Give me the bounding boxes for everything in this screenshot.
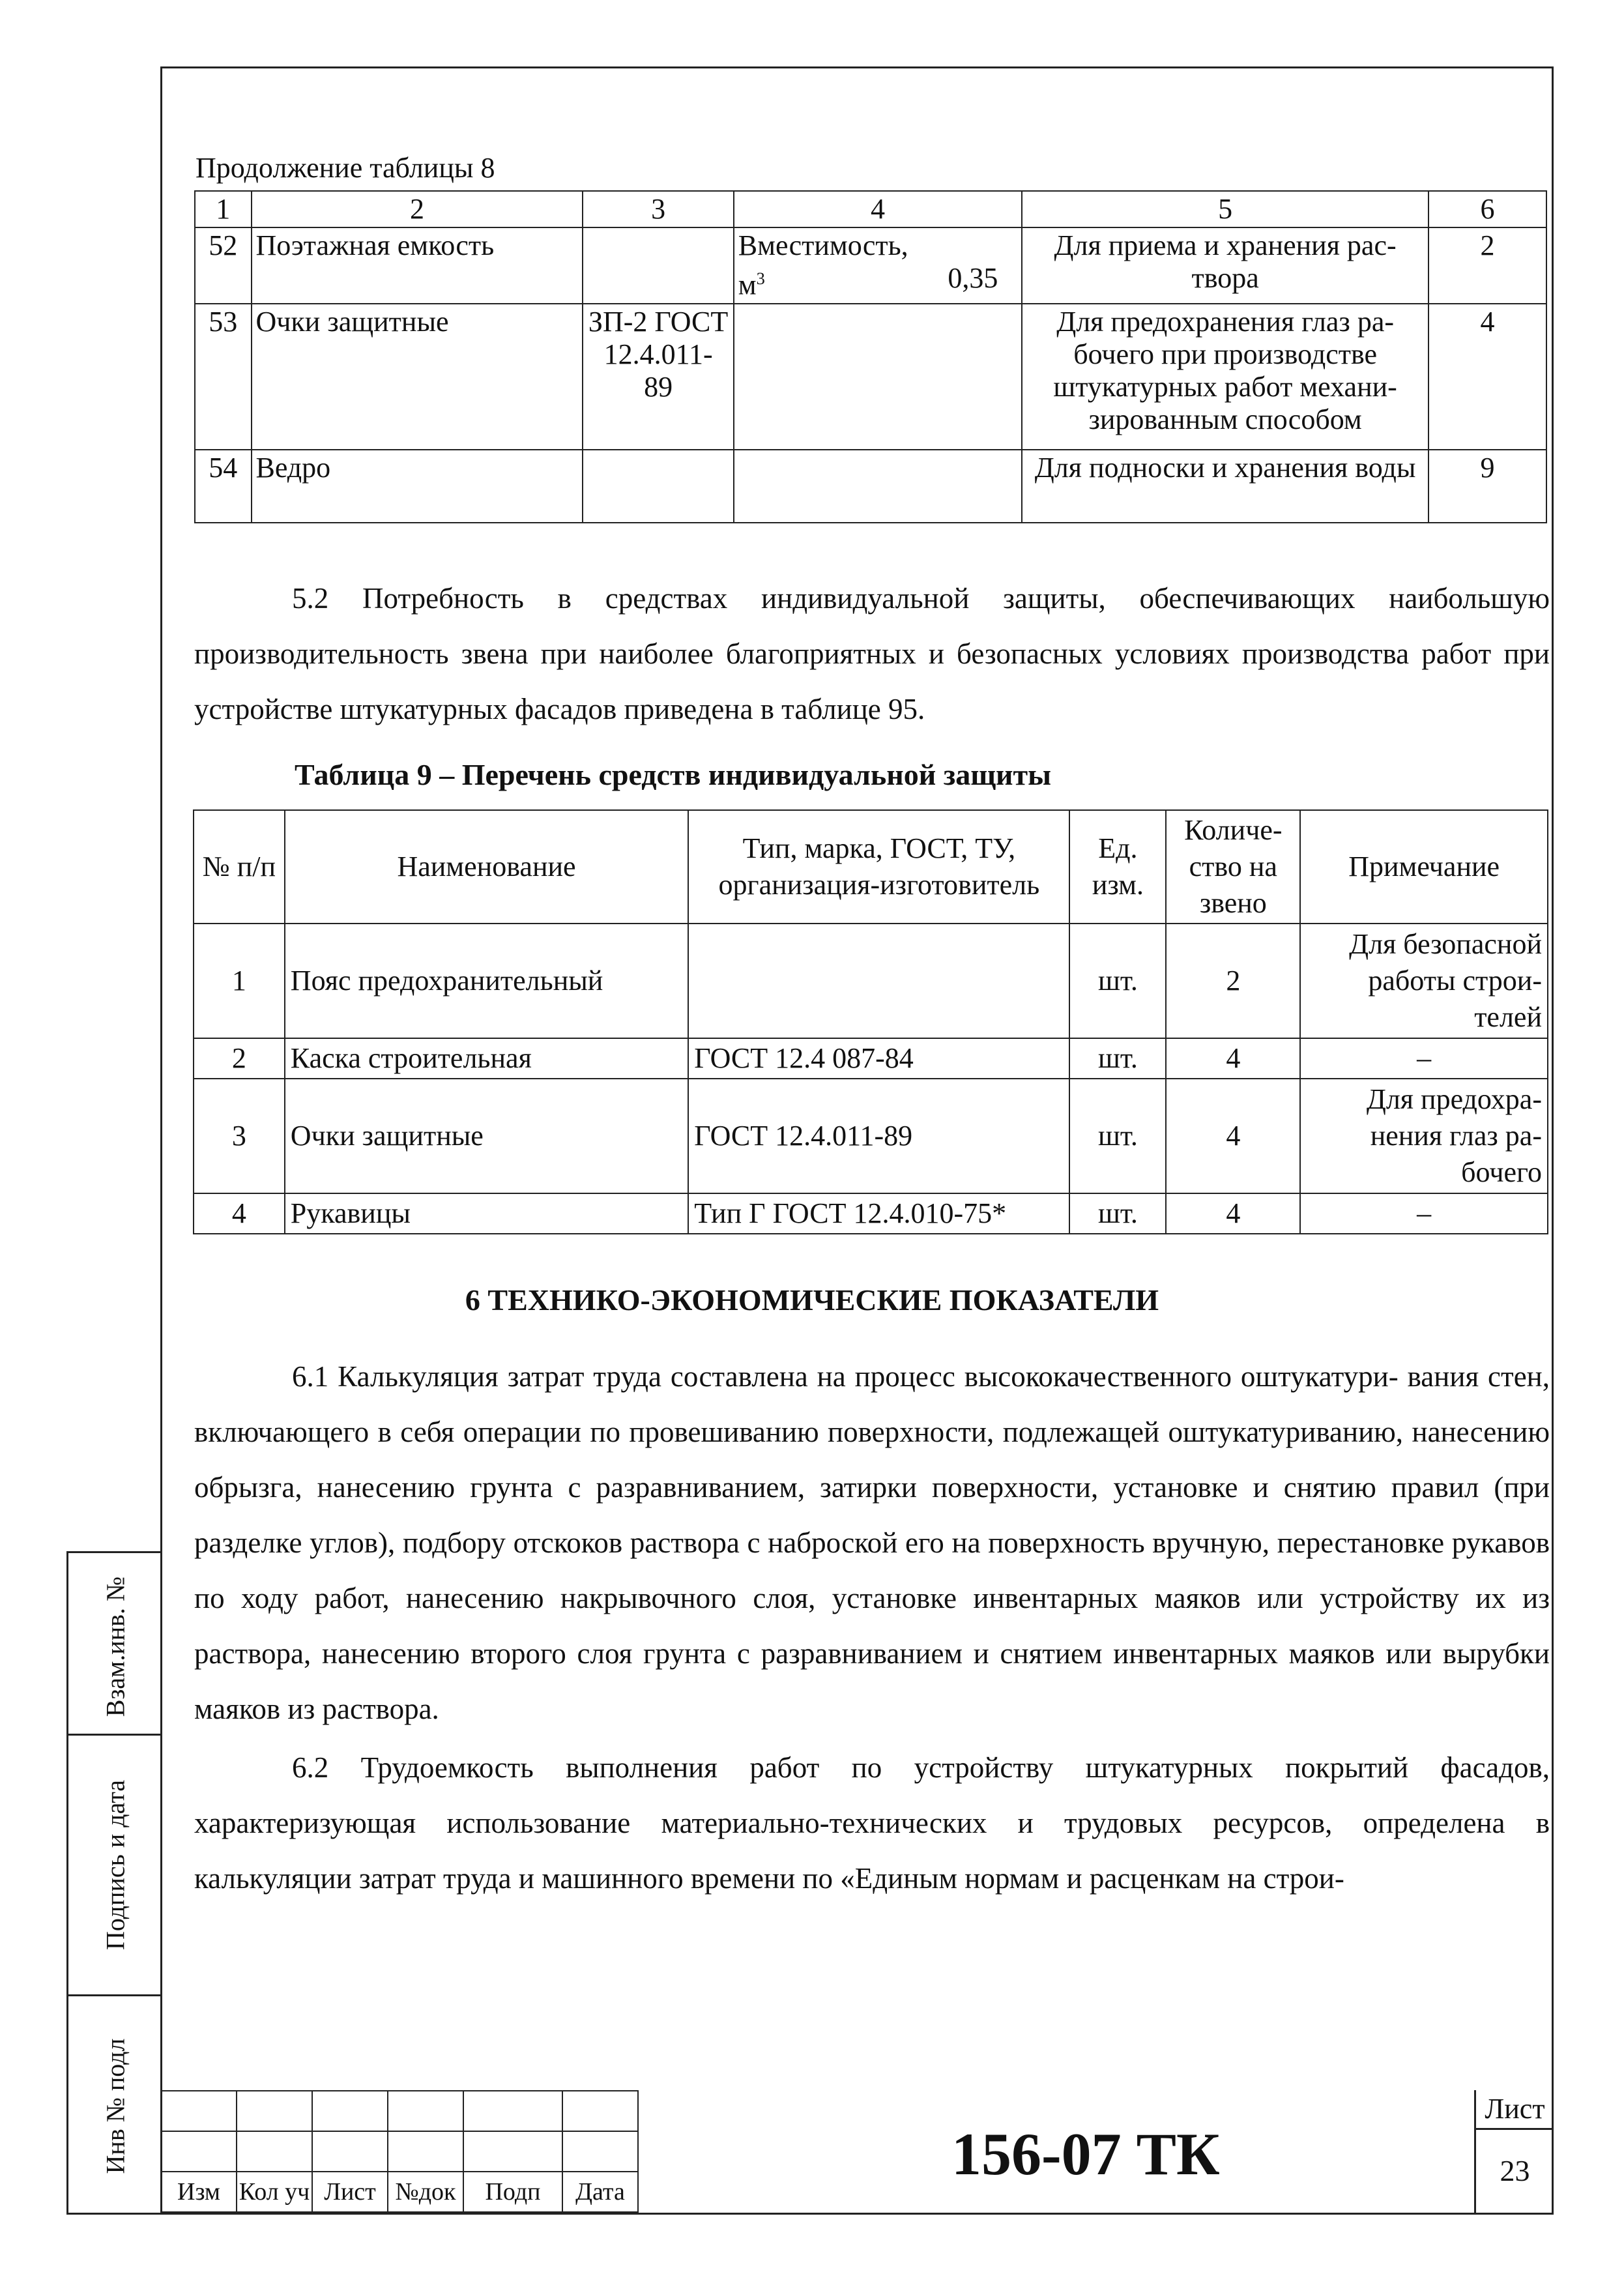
paragraph-5-2 xyxy=(194,571,1550,737)
item-type: Тип Г ГОСТ 12.4.010-75* xyxy=(688,1193,1069,1234)
spec-value: 0,35 xyxy=(948,262,998,294)
item-unit: шт. xyxy=(1069,1193,1166,1234)
side-label-inv: Инв № подл xyxy=(100,2038,130,2174)
side-cell-vzam xyxy=(68,1553,162,1736)
revision-grid xyxy=(160,2090,639,2213)
table8-header-cell: 5 xyxy=(1022,191,1428,227)
item-qty: 4 xyxy=(1166,1193,1300,1234)
item-name: Поэтажная емкость xyxy=(252,227,583,304)
item-type: ЗП-2 ГОСТ 12.4.011- 89 xyxy=(583,304,733,450)
table-row xyxy=(194,1079,1548,1193)
table9-header-cell: Ед. изм. xyxy=(1069,810,1166,924)
item-purpose: Для приема и хранения рас- твора xyxy=(1022,227,1428,304)
row-number: 54 xyxy=(195,450,252,523)
table9-header-cell: Наименование xyxy=(285,810,688,924)
table9-header-cell: Примечание xyxy=(1300,810,1548,924)
table-row xyxy=(194,1038,1548,1079)
side-label-vzam: Взам.инв. № xyxy=(100,1576,130,1717)
row-number: 4 xyxy=(194,1193,285,1234)
item-purpose: Для предохранения глаз ра- бочего при производстве штукатурных работ механи- зированным способом xyxy=(1022,304,1428,450)
table-row xyxy=(195,304,1546,450)
side-cell-podpis xyxy=(68,1736,162,1996)
column-label: Изм xyxy=(161,2172,237,2212)
item-type: ГОСТ 12.4.011-89 xyxy=(688,1079,1069,1193)
item-type: ГОСТ 12.4 087-84 xyxy=(688,1038,1069,1079)
spec-unit-sup: 3 xyxy=(756,269,765,288)
spec-unit xyxy=(738,262,765,302)
table8-header-cell: 3 xyxy=(583,191,733,227)
spec-unit-text: м xyxy=(738,269,757,301)
item-qty: 4 xyxy=(1166,1038,1300,1079)
item-unit: шт. xyxy=(1069,1038,1166,1079)
item-name: Рукавицы xyxy=(285,1193,688,1234)
sheet-box xyxy=(1474,2090,1554,2215)
table-row xyxy=(194,924,1548,1038)
item-name: Ведро xyxy=(252,450,583,523)
item-unit: шт. xyxy=(1069,1079,1166,1193)
table9-header-cell: Количе- ство на звено xyxy=(1166,810,1300,924)
paragraph-5-2-text: 5.2 Потребность в средствах индивидуальной защиты, обеспечивающих наибольшую производительность звена при наиболее благоприятных и безопасных условиях производства работ при устройстве штукатурных фасадов приведена в таблице 95. xyxy=(194,582,1550,725)
table-row xyxy=(195,227,1546,304)
row-number: 3 xyxy=(194,1079,285,1193)
side-cell-inv xyxy=(68,1996,162,2213)
item-unit: шт. xyxy=(1069,924,1166,1038)
table9-header-row xyxy=(194,810,1548,924)
item-note: Для предохра- нения глаз ра- бочего xyxy=(1300,1079,1548,1193)
item-purpose: Для подноски и хранения воды xyxy=(1022,450,1428,523)
column-label: Подп xyxy=(463,2172,562,2212)
sheet-label: Лист xyxy=(1476,2090,1554,2130)
table8-caption: Продолжение таблицы 8 xyxy=(196,152,495,184)
item-spec xyxy=(734,227,1022,304)
side-label-podpis: Подпись и дата xyxy=(100,1779,130,1951)
item-note: – xyxy=(1300,1193,1548,1234)
spec-label: Вместимость, xyxy=(738,229,908,261)
row-number: 52 xyxy=(195,227,252,304)
item-type xyxy=(583,450,733,523)
item-type xyxy=(583,227,733,304)
column-label: Кол уч xyxy=(237,2172,312,2212)
row-number: 53 xyxy=(195,304,252,450)
item-qty: 4 xyxy=(1428,304,1546,450)
title-block xyxy=(160,2090,1554,2215)
item-spec xyxy=(734,450,1022,523)
item-qty: 4 xyxy=(1166,1079,1300,1193)
document-code: 156-07 ТК xyxy=(951,2121,1220,2187)
paragraph-6-2-text: 6.2 Трудоемкость выполнения работ по устройству штукатурных покрытий фасадов, характеризующая использование материально-технических и трудовых ресурсов, определена в калькуляции затрат труда и машинного времени по «Единым нормам и расценкам на строи- xyxy=(194,1751,1550,1895)
column-label: №док xyxy=(388,2172,463,2212)
table-row xyxy=(195,450,1546,523)
paragraph-6-1-text: 6.1 Калькуляция затрат труда составлена на процесс высококачественного оштукатури- вания стен, включающего в себя операции по провешиванию поверхности, подлежащей оштукатуриванию, нанесению обрызга, нанесению грунта с разравниванием, затирки поверхности, установке и снятию правил (при разделке углов), подбору отскоков раствора с наброской его на поверхность вручную, перестановке рукавов по ходу работ, нанесению накрывочного слоя, установке инвентарных маяков или устройству их из раствора, нанесению второго слоя грунта с разравниванием и снятием инвентарных маяков или вырубки маяков из раствора. xyxy=(194,1360,1550,1725)
row-number: 2 xyxy=(194,1038,285,1079)
paragraph-6-2 xyxy=(194,1740,1550,1906)
sheet-number: 23 xyxy=(1500,2154,1530,2187)
table8-header-cell: 1 xyxy=(195,191,252,227)
item-note: – xyxy=(1300,1038,1548,1079)
column-label: Дата xyxy=(562,2172,638,2212)
spec-line xyxy=(738,262,1018,302)
table8-header-cell: 4 xyxy=(734,191,1022,227)
paragraph-6-1 xyxy=(194,1349,1550,1737)
table8 xyxy=(194,190,1547,523)
column-label: Лист xyxy=(312,2172,388,2212)
table9 xyxy=(193,809,1548,1234)
table9-caption: Таблица 9 – Перечень средств индивидуальной защиты xyxy=(295,758,1052,791)
item-type xyxy=(688,924,1069,1038)
table8-header-row xyxy=(195,191,1546,227)
item-name: Очки защитные xyxy=(285,1079,688,1193)
item-name: Очки защитные xyxy=(252,304,583,450)
table8-header-cell: 6 xyxy=(1428,191,1546,227)
item-name: Пояс предохранительный xyxy=(285,924,688,1038)
item-note: Для безопасной работы строи- телей xyxy=(1300,924,1548,1038)
item-qty: 2 xyxy=(1166,924,1300,1038)
item-spec xyxy=(734,304,1022,450)
side-stamp xyxy=(66,1551,162,2215)
table9-header-cell: Тип, марка, ГОСТ, ТУ, организация-изготовитель xyxy=(688,810,1069,924)
table8-header-cell: 2 xyxy=(252,191,583,227)
table9-header-cell: № п/п xyxy=(194,810,285,924)
item-qty: 9 xyxy=(1428,450,1546,523)
table-row xyxy=(194,1193,1548,1234)
row-number: 1 xyxy=(194,924,285,1038)
section-heading: 6 ТЕХНИКО-ЭКОНОМИЧЕСКИЕ ПОКАЗАТЕЛИ xyxy=(465,1283,1159,1317)
item-name: Каска строительная xyxy=(285,1038,688,1079)
item-qty: 2 xyxy=(1428,227,1546,304)
